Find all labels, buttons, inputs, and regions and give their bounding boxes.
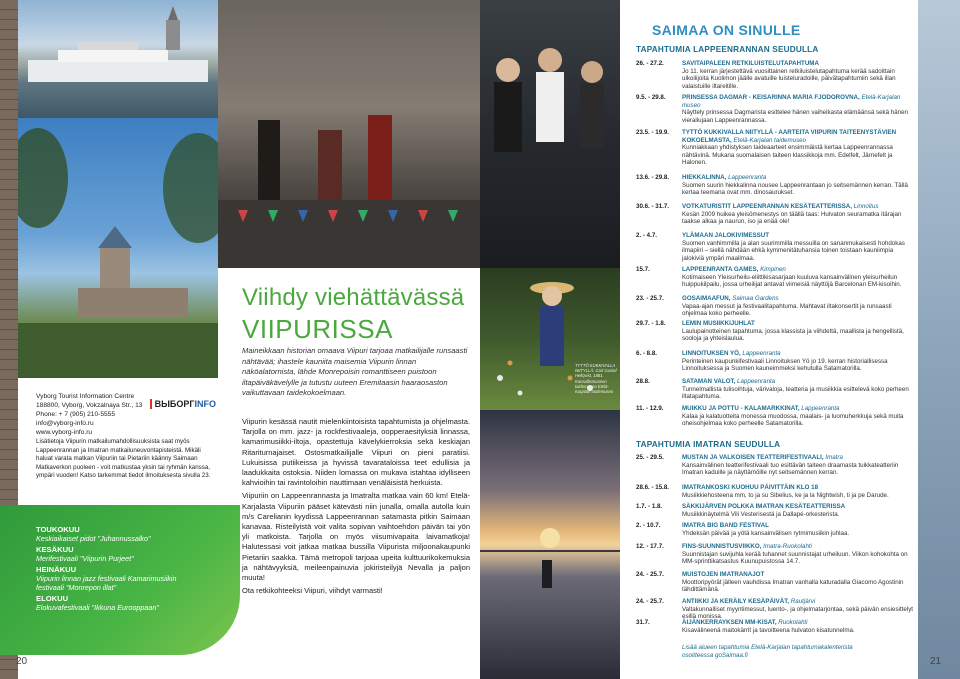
event-body <box>682 619 914 634</box>
event-name: SAVITAIPALEEN RETKILUISTELUTAPAHTUMA <box>682 60 819 67</box>
article-title-line2: VIIPURISSA <box>242 314 393 344</box>
article-paragraph: Ota retkikohteeksi Viipuri, viihdyt varmasti! <box>242 586 383 596</box>
event-date: 23.5. - 19.9. <box>636 129 670 136</box>
event-body <box>682 203 914 226</box>
event-body <box>682 484 914 499</box>
article-title-line1: Viihdy viehättävässä <box>242 284 465 311</box>
event-name: SÄKKIJÄRVEN POLKKA IMATRAN KESÄTEATTERISSA <box>682 503 846 510</box>
event-item <box>636 60 914 90</box>
event-item <box>636 405 914 428</box>
event-item <box>636 232 914 262</box>
page-number-right: 21 <box>930 656 942 667</box>
event-venue: Lappeenranta <box>728 174 767 181</box>
harbor-illustration <box>18 0 218 118</box>
section-title-lappeenranta: TAPAHTUMIA LAPPEENRANNAN SEUDULLA <box>636 45 819 54</box>
event-body <box>682 503 914 518</box>
section-title-imatra: TAPAHTUMIA IMATRAN SEUDULLA <box>636 440 781 449</box>
event-item <box>636 484 914 499</box>
event-name: ANTIIKKI JA KERÄILY KESÄPÄIVÄT, <box>682 598 790 605</box>
event-name: LINNOITUKSEN YÖ, <box>682 350 741 357</box>
event-description: Suomen suurin hiekkalinna nousee Lappeenrantaan jo seitsemännen kerran. Tällä kertaa teemana ovat mm. dinosaurukset. <box>682 181 908 197</box>
event-venue: Lappeenranta <box>742 350 781 357</box>
event-body <box>682 522 914 537</box>
event-description: Moottoripyörät jälleen vauhdissa Imatran vanhalla katuradalla Giacomo Agostinin tähdittämänä. <box>682 578 904 594</box>
event-date: 2. - 4.7. <box>636 232 657 239</box>
event-description: Valtakunnalliset myyntimessut, luento-, ja ohjelmatarjontaa, sekä päivän ensiesittelyt esillä monissa. <box>682 605 914 621</box>
event-date: 29.7. - 1.8. <box>636 320 666 327</box>
event-body <box>682 378 914 401</box>
tourist-info-contact <box>36 392 166 437</box>
event-venue: Lappeenranta <box>801 405 840 412</box>
event-item <box>636 94 914 124</box>
event-date: 11. - 12.9. <box>636 405 664 412</box>
saimaa-header: SAIMAA ON SINULLE <box>652 22 801 38</box>
event-date: 30.6. - 31.7. <box>636 203 670 210</box>
event-body <box>682 174 914 197</box>
month-name: KESÄKUU <box>36 545 74 554</box>
event-name: VOTKATURISTIT LAPPEENRANNAN KESÄTEATTERISSA, <box>682 203 852 210</box>
event-item <box>636 598 914 621</box>
footer-note: Lisää alueen tapahtumia Etelä-Karjalan tapahtumakalenterista osoitteessa goSaimaa.fi <box>682 644 853 659</box>
event-item <box>636 503 914 518</box>
intro-text: Lisätietoja Viipurin matkailumahdollisuuksista saat myös Lappeenrannan ja Imatran matkailuneuvontapisteistä. Mikäli haluat varata matkan Viipuriin tai Pietariin käänny Saimaan Matkaverkon puoleen - voit matkustaa yksin tai ryhmän kanssa, ympäri vuoden! Katso tarkemmat tiedot ilmoituksesta sivulla 23. <box>36 438 211 480</box>
event-date: 15.7. <box>636 266 650 273</box>
event-date: 26. - 27.2. <box>636 60 664 67</box>
photo-caption: TYTTÖ KUKKIVALLA NIITYLLÄ, Carl Gustaf Hellqvist, 1881. Kansallismuseon taidemuseo Etelä-Karjalan taidemuseo <box>575 363 617 395</box>
events-green-box <box>0 505 240 655</box>
event-description: Jo 11. kerran järjestettävä vuosittainen retkiluistelutapahtuma kerää sadoittain ulkoilijoita Kuolimon jäälle avatuille luisteluradoille, päivätapahtumiin sekä illan valaistuille iltareitille. <box>682 67 896 90</box>
contact-email[interactable]: info@vyborg-info.ru <box>36 420 94 427</box>
event-item <box>636 543 914 566</box>
event-item <box>636 350 914 373</box>
logo-info-text: INFO <box>194 399 216 409</box>
month-item <box>36 545 134 563</box>
event-description: Kisavälineenä maitokärrit ja tavoitteena hulvaton kisatunnelma. <box>682 626 855 634</box>
event-description: Perinteinen kaupunkifestivaali Linnoituksen Yö jo 19. kerran historiallisessa Linnoituksessa ja Suomen kauneimmeksi kehutulla Satamatorilla. <box>682 357 888 373</box>
event-body <box>682 129 914 167</box>
contact-website[interactable]: www.vyborg-info.ru <box>36 429 93 436</box>
event-name: GOSAIMAAFUN, <box>682 295 731 302</box>
page-number-left: 20 <box>16 656 28 667</box>
event-date: 28.8. <box>636 378 650 385</box>
month-desc: Merifestivaali "Viipurin Purjeet" <box>36 554 134 563</box>
event-item <box>636 320 914 343</box>
event-name: TYTTÖ KUKKIVALLA NIITYLLÄ - AARTEITA VIIPURIN TAITEENYSTÄVIEN KOKOELMASTA, <box>682 129 897 144</box>
article-paragraph: Viipuriin on Lappeenrannasta ja Imatralta matkaa vain 60 km! Etelä-Karjalasta Viipuriin pääset kätevästi niin junalla, omalla autolla kuin m/s Carelianin kyydissä Lappeenrannan satamasta pitkin Saimaan kanavaa. Risteilyistä voit valita sopivan vaihtoehdon päivän tai yön yli matkoista. Tarjolla on myös viisumivapaita laivamatkoja! Halutessasi voit jatkaa matkaa bussilla Viipurista miljoonakaupunki Pietariin saakka. Tämä metropoli tarjoaa upeita kulttuurikokemuksia ja nähtävyyksiä, meileenpainuvia jokiristeilyjä Nevalla ja paljon muuta! <box>242 491 470 583</box>
event-body <box>682 320 914 343</box>
logo-text: ВЫБОРГ <box>154 399 195 409</box>
event-venue: Etelä-Karjalan taidemuseo <box>733 136 807 144</box>
event-name: ÄIJÄNKERRAYKSEN MM-KISAT, <box>682 619 777 626</box>
event-date: 12. - 17.7. <box>636 543 664 550</box>
stage-illustration <box>218 0 480 268</box>
month-desc: Viipurin linnan jazz festivaali Kamarimusiikin festivaali "Monrepon illat" <box>36 574 177 592</box>
event-item <box>636 522 914 537</box>
month-name: HEINÄKUU <box>36 565 77 574</box>
contact-line: Vyborg Tourist Information Centre <box>36 393 135 400</box>
event-name: IMATRA BIG BAND FESTIVAL <box>682 522 769 529</box>
event-description: Musiikkinäytelmä Vili Vesterisestä ja Dallapé-orkesterista. <box>682 510 840 518</box>
event-body <box>682 454 914 477</box>
article-paragraph: Viipurin kesässä nautit mielenkiintoisista tapahtumista ja ohjelmasta. Tarjolla on mm. jazz- ja rockfestivaaleja, oopperaesityksiä linnassa, kamarimusiikki-iltoja, opastettuja kävelykierroksia sekä keskiajan Ritariturnajaiset. Ostosmatkailijalle Viipuri on pieni paratiisi. Lukuisissa putiikeissa ja hyvissä tavarataloissa teet edullisia ja laadukkaita ostoksia. Niiden lomassa on mukava istahtaa idylliseen kahvioihin tai ravintoloihin nauttimaan venäläisistä herkuista. <box>242 417 470 488</box>
stage-performance-photo <box>218 0 480 268</box>
event-venue: Imatra-Ruokolahti <box>763 543 812 550</box>
event-description: Suomen vanhimmilla ja alan suurimmilla messuilla on sananmukaisesti hohdokas ilmapiiri – siellä nähdään ehkä kymmenitätuhansia toinen toistaan kauniimpia jalokiviä ympäri maailmaa. <box>682 239 905 262</box>
event-description: Suunnistajan suvijuhla kerää tuhannet suunnistajat urheiluun. Viikon kohokohta on MM-sprinttikatsastus Kuunupuistossa 14.7. <box>682 550 908 566</box>
article-lead: Maineikkaan historian omaava Viipuri tarjoaa matkailijalle runsaasti nähtävää; ihastele kauniita maisemia Viipurin linnan näköalatornista, lähde Monrepoisin romanttiseen puistoon iltapäiväkävelylle ja tutustu uuteen Eremitaasin haaraosaston vaikuttavaan taidekokoelmaan. <box>242 346 468 397</box>
vyborg-info-logo <box>150 398 216 410</box>
event-description: Yhdeksän päivää ja yötä kansainvälisen rytmimusiikin juhlaa. <box>682 529 850 537</box>
castle-illustration <box>18 118 218 378</box>
month-item <box>36 525 151 543</box>
event-item <box>636 378 914 401</box>
event-item <box>636 619 914 634</box>
event-date: 31.7. <box>636 619 650 626</box>
event-venue: Rautjärvi <box>790 598 816 605</box>
band-photo <box>480 0 620 268</box>
event-date: 6. - 8.8. <box>636 350 657 357</box>
event-description: Tunnelmallista tulisoihtuja, värivaloja, teatteria ja musiikkia esittelevä koko perheen iltatapahtuma. <box>682 385 909 401</box>
event-name: FINS-SUUNNISTUSVIIKKO, <box>682 543 762 550</box>
event-description: Kotimaiseen Yleisurheilu-eliittikisasarjaan kuuluva kansainvälinen yleisurheilun huippukilpailu, jossa urheilijat antavat viimeisiä näyttöjä Barcelonan EM-kisoihin. <box>682 273 902 289</box>
event-venue: Lappeenranta <box>737 378 776 385</box>
event-date: 24. - 25.7. <box>636 598 664 605</box>
event-body <box>682 405 914 428</box>
article-body <box>242 417 470 599</box>
month-item <box>36 594 159 612</box>
event-name: IMATRANKOSKI KUOHUU PÄIVITTÄIN KLO 18 <box>682 484 819 491</box>
contact-line: 188800, Vyborg, Vokzalnaya Str., 13 <box>36 402 143 409</box>
event-item <box>636 571 914 594</box>
event-date: 1.7. - 1.8. <box>636 503 663 510</box>
event-body <box>682 571 914 594</box>
month-desc: Elokuvafestivaali "Ikkuna Eurooppaan" <box>36 603 159 612</box>
event-date: 25. - 29.5. <box>636 454 664 461</box>
event-name: MUSTAN JA VALKOISEN TEATTERIFESTIVAALI, <box>682 454 824 461</box>
event-date: 28.6. - 15.8. <box>636 484 670 491</box>
event-venue: Linnoitus <box>853 203 879 210</box>
event-name: MUIKKU JA POTTU - KALAMARKKINAT, <box>682 405 800 412</box>
event-item <box>636 174 914 197</box>
event-date: 13.6. - 29.8. <box>636 174 670 181</box>
contact-line: Phone: + 7 (905) 210-5555 <box>36 411 116 418</box>
month-name: ELOKUU <box>36 594 69 603</box>
event-body <box>682 60 914 90</box>
month-desc: Keskiaikaiset pidot "Juhannussalko" <box>36 534 151 543</box>
event-body <box>682 295 914 318</box>
sunset-lake-photo <box>480 410 620 679</box>
event-date: 9.5. - 29.8. <box>636 94 666 101</box>
event-name: LAPPEENRANTA GAMES, <box>682 266 759 273</box>
event-venue: Kimpinen <box>760 266 786 273</box>
event-date: 2. - 10.7. <box>636 522 661 529</box>
event-body <box>682 350 914 373</box>
event-name: MUISTOJEN IMATRANAJOT <box>682 571 765 578</box>
event-body <box>682 598 914 621</box>
event-item <box>636 295 914 318</box>
event-item <box>636 203 914 226</box>
event-description: Kalaa ja kalatuotteita monessa muodossa, maalais- ja luomuherkkuja sekä muita oheisohjelmaa koko perheelle Satamatorilla. <box>682 412 904 428</box>
event-name: HIEKKALINNA, <box>682 174 727 181</box>
event-description: Kansainvälinen teatterifestivaali tuo esittävän taiteen draamasta tuikkateatteriin Imatran kaduille ja näyttämöille nyt seitsemännen kerran. <box>682 461 899 477</box>
event-body <box>682 543 914 566</box>
event-name: SATAMAN VALOT, <box>682 378 736 385</box>
event-description: Kesän 2009 huikea yleisömenestys on täällä taas: Hulvaton seuramatka itärajan taakse alkaa ja naurun, iso ja enää ole! <box>682 210 902 226</box>
event-body <box>682 232 914 262</box>
event-venue: Imatra <box>825 454 843 461</box>
event-body <box>682 94 914 124</box>
event-description: Laulupainotteinen tapahtuma, jossa klassista ja viihdettä, maallista ja hengellistä, sooloja ja yhteislaulua. <box>682 327 904 343</box>
event-item <box>636 129 914 167</box>
logo-mark-icon <box>150 399 152 409</box>
event-name: PRINSESSA DAGMAR - KEISARINNA MARIA FJODOROVNA, <box>682 94 860 101</box>
event-item <box>636 454 914 477</box>
event-item <box>636 266 914 289</box>
event-name: YLÄMAAN JALOKIVIMESSUT <box>682 232 769 239</box>
vyborg-castle-photo <box>18 118 218 378</box>
month-item <box>36 565 206 592</box>
event-venue: Saimaa Gardens <box>732 295 779 302</box>
event-venue: Etelä-Karjalan museo <box>682 94 901 109</box>
month-name: TOUKOKUU <box>36 525 80 534</box>
event-body <box>682 266 914 289</box>
event-date: 23. - 25.7. <box>636 295 664 302</box>
event-venue: Ruokolahti <box>778 619 808 626</box>
water-photo-strip <box>918 0 960 679</box>
event-date: 24. - 25.7. <box>636 571 664 578</box>
harbor-photo <box>18 0 218 118</box>
sunset-illustration <box>480 410 620 679</box>
event-description: Musiikkiehosteena mm, to ja su Sibelius, ke ja la Nightwish, ti ja pe Darude. <box>682 491 889 499</box>
event-description: Näyttely prinsessa Dagmarista esittelee hänen vaiheikasta elämäänsä sekä hänen vierailujaan Lappeenrannassa. <box>682 109 908 124</box>
event-name: LEMIN MUSIIKKIJUHLAT <box>682 320 755 327</box>
band-illustration <box>480 0 620 268</box>
event-description: Kunniakkaan yhdistyksen taideaarteet ensimmäistä kertaa Lappeenrannassa nähtävinä. Mukana suomalaisen taiteen klassikkoja mm. Edelfelt, Järnefelt ja Halonen. <box>682 144 893 167</box>
event-description: Vapaa-ajan messut ja festivaalitapahtuma. Mahtavat iltakonsertit ja runsaasti ohjelmaa koko perheelle. <box>682 302 892 318</box>
